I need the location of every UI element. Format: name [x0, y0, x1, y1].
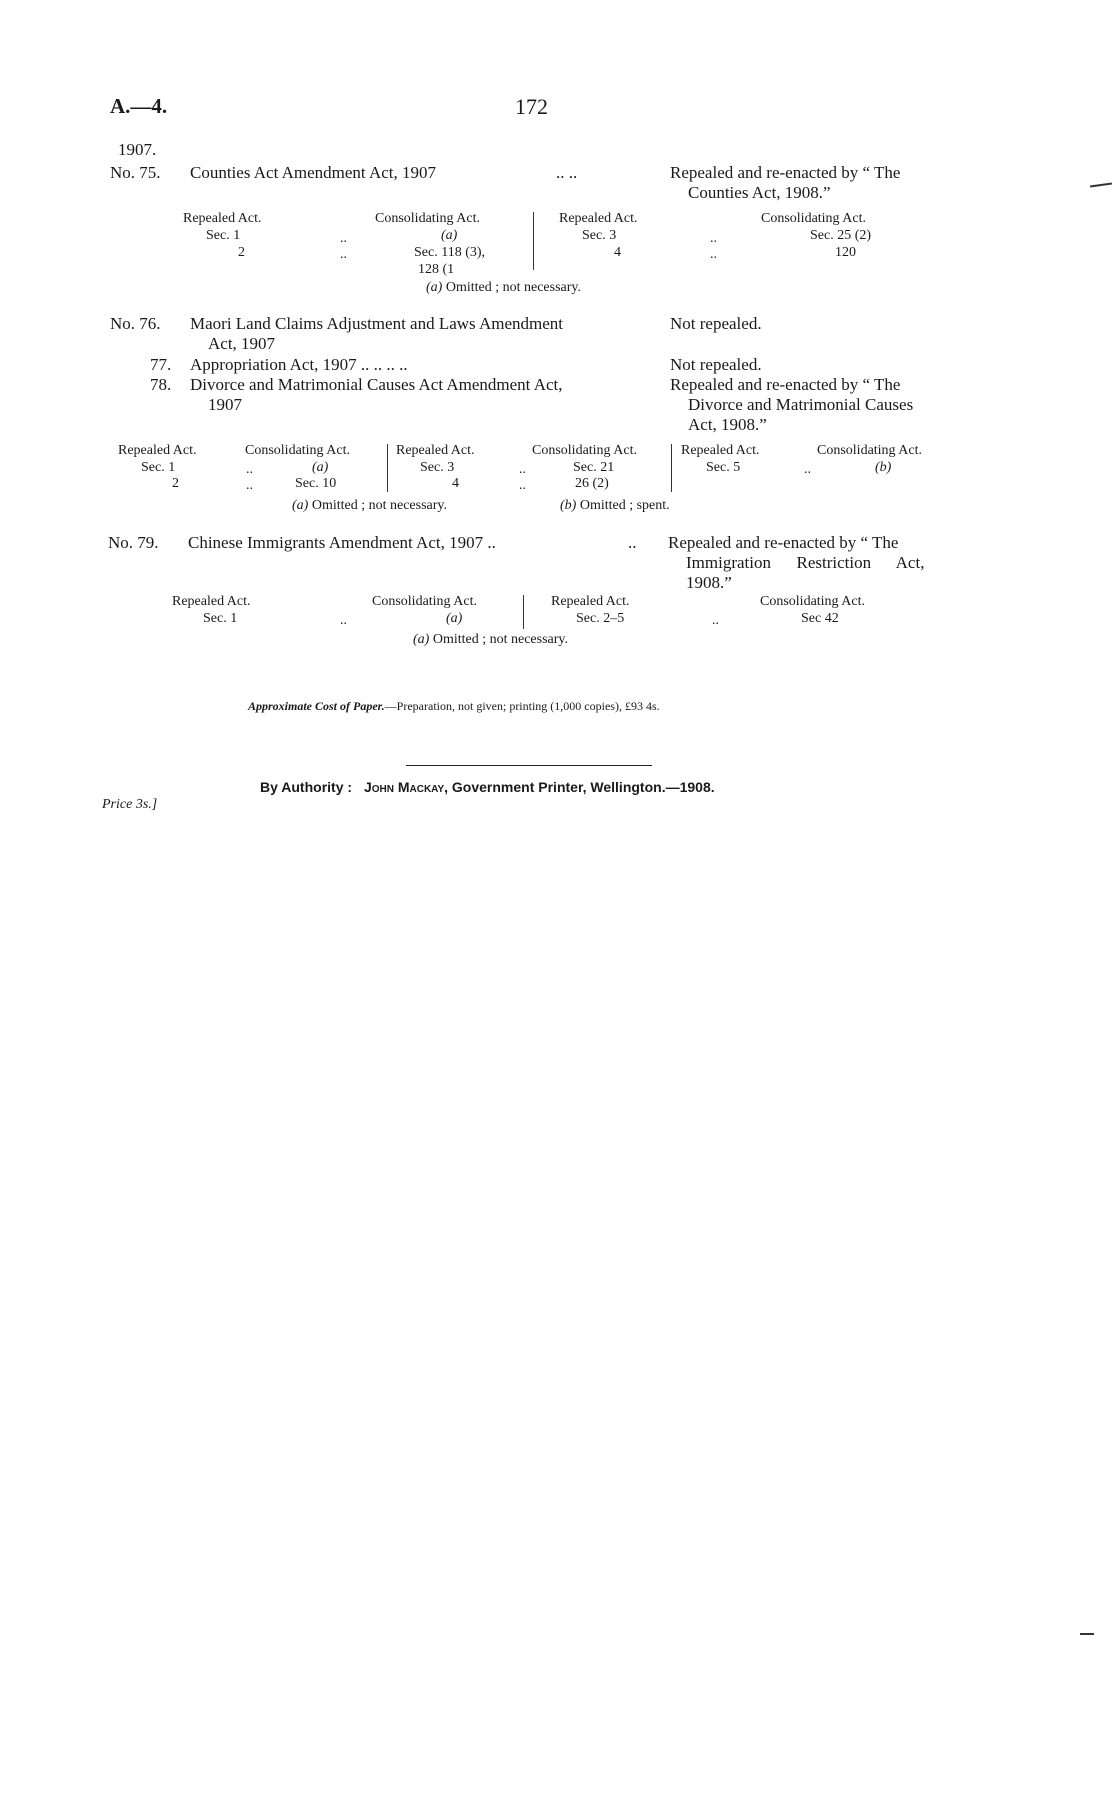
consolidating-section: Sec. 21	[573, 460, 615, 475]
column-header-consolidating: Consolidating Act.	[372, 594, 477, 609]
consolidating-section: (b)	[875, 460, 892, 475]
column-header-repealed: Repealed Act.	[183, 211, 262, 226]
leader-dots: ..	[340, 231, 347, 246]
act-title: Act, 1907	[208, 334, 276, 353]
leader-dots: ..	[246, 478, 253, 493]
by-authority: By Authority :	[260, 779, 353, 795]
consolidating-section: Sec. 25 (2)	[810, 228, 872, 243]
column-divider	[387, 444, 388, 492]
cost-of-paper	[248, 699, 660, 714]
consolidating-section: 26 (2)	[575, 476, 609, 491]
repealed-section: Sec. 3	[420, 460, 455, 475]
column-header-repealed: Repealed Act.	[559, 211, 638, 226]
cost-text: —Preparation, not given; printing (1,000 copies), £93 4s.	[384, 699, 660, 713]
act-number: 77.	[150, 355, 172, 374]
repealed-section: Sec. 1	[141, 460, 176, 475]
act-status: Repealed and re-enacted by “ The	[670, 163, 901, 182]
year-heading: 1907.	[118, 140, 157, 159]
table-footnote: (a) Omitted ; not necessary.	[413, 632, 568, 647]
column-header-consolidating: Consolidating Act.	[245, 443, 350, 458]
act-number: 78.	[150, 375, 172, 394]
act-status: Not repealed.	[670, 314, 762, 333]
leader-dots: ..	[519, 462, 526, 477]
act-title: Chinese Immigrants Amendment Act, 1907 ..	[188, 533, 496, 552]
document-reference: A.—4.	[110, 94, 168, 118]
printer-details: Government Printer, Wellington.—1908.	[451, 779, 715, 795]
repealed-section: 4	[452, 476, 459, 491]
act-number: No. 75.	[110, 163, 161, 182]
act-status: Repealed and re-enacted by “ The	[670, 375, 901, 394]
act-status: Repealed and re-enacted by “ The	[668, 533, 899, 552]
scan-mark	[1080, 1633, 1094, 1635]
column-header-consolidating: Consolidating Act.	[375, 211, 480, 226]
consolidating-section: 128 (1	[418, 262, 455, 277]
act-status: Counties Act, 1908.”	[688, 183, 831, 202]
divider-rule	[406, 765, 652, 766]
consolidating-section: Sec. 118 (3),	[414, 245, 486, 260]
leader-dots: ..	[519, 478, 526, 493]
scan-mark	[1090, 182, 1112, 187]
leader-dots: ..	[340, 247, 347, 262]
cost-label: Approximate Cost of Paper.	[248, 699, 385, 713]
act-title: Maori Land Claims Adjustment and Laws Amendment	[190, 314, 564, 333]
column-header-repealed: Repealed Act.	[118, 443, 197, 458]
leader-dots: ..	[804, 462, 811, 477]
table-footnote: (a) Omitted ; not necessary.	[292, 498, 447, 513]
repealed-section: 4	[614, 245, 621, 260]
leader-dots: ..	[340, 613, 347, 628]
column-header-consolidating: Consolidating Act.	[817, 443, 922, 458]
leader-dots: .. ..	[556, 163, 578, 182]
act-status: Not repealed.	[670, 355, 762, 374]
column-divider	[523, 595, 524, 629]
printer-imprint	[260, 779, 715, 795]
act-title: Appropriation Act, 1907 .. .. .. ..	[190, 355, 408, 374]
price-note: Price 3s.]	[102, 797, 158, 812]
table-footnote: (b) Omitted ; spent.	[560, 498, 670, 513]
act-status: Immigration Restriction Act,	[686, 553, 925, 572]
column-header-consolidating: Consolidating Act.	[761, 211, 866, 226]
act-title: Counties Act Amendment Act, 1907	[190, 163, 437, 182]
consolidating-section: Sec 42	[801, 611, 839, 626]
consolidating-section: (a)	[441, 228, 458, 243]
column-divider	[533, 212, 534, 270]
consolidating-section: (a)	[446, 611, 463, 626]
act-number: No. 76.	[110, 314, 161, 333]
leader-dots: ..	[628, 533, 637, 552]
leader-dots: ..	[712, 613, 719, 628]
act-status: Divorce and Matrimonial Causes	[688, 395, 914, 414]
consolidating-section: Sec. 10	[295, 476, 337, 491]
act-status: 1908.”	[686, 573, 732, 592]
leader-dots: ..	[710, 247, 717, 262]
consolidating-section: (a)	[312, 460, 329, 475]
column-header-repealed: Repealed Act.	[396, 443, 475, 458]
repealed-section: Sec. 2–5	[576, 611, 625, 626]
repealed-section: 2	[238, 245, 245, 260]
act-title: Divorce and Matrimonial Causes Act Amendment Act,	[190, 375, 563, 394]
repealed-section: Sec. 5	[706, 460, 741, 475]
printer-name: John Mackay,	[363, 779, 449, 795]
column-header-repealed: Repealed Act.	[681, 443, 760, 458]
leader-dots: ..	[710, 231, 717, 246]
column-header-repealed: Repealed Act.	[172, 594, 251, 609]
act-title: 1907	[208, 395, 242, 414]
act-status: Act, 1908.”	[688, 415, 767, 434]
consolidating-section: 120	[835, 245, 856, 260]
column-divider	[671, 444, 672, 492]
repealed-section: 2	[172, 476, 179, 491]
repealed-section: Sec. 1	[203, 611, 238, 626]
column-header-consolidating: Consolidating Act.	[532, 443, 637, 458]
leader-dots: ..	[246, 462, 253, 477]
repealed-section: Sec. 1	[206, 228, 241, 243]
repealed-section: Sec. 3	[582, 228, 617, 243]
column-header-repealed: Repealed Act.	[551, 594, 630, 609]
column-header-consolidating: Consolidating Act.	[760, 594, 865, 609]
page-number: 172	[515, 94, 548, 119]
act-number: No. 79.	[108, 533, 159, 552]
table-footnote: (a) Omitted ; not necessary.	[426, 280, 581, 295]
